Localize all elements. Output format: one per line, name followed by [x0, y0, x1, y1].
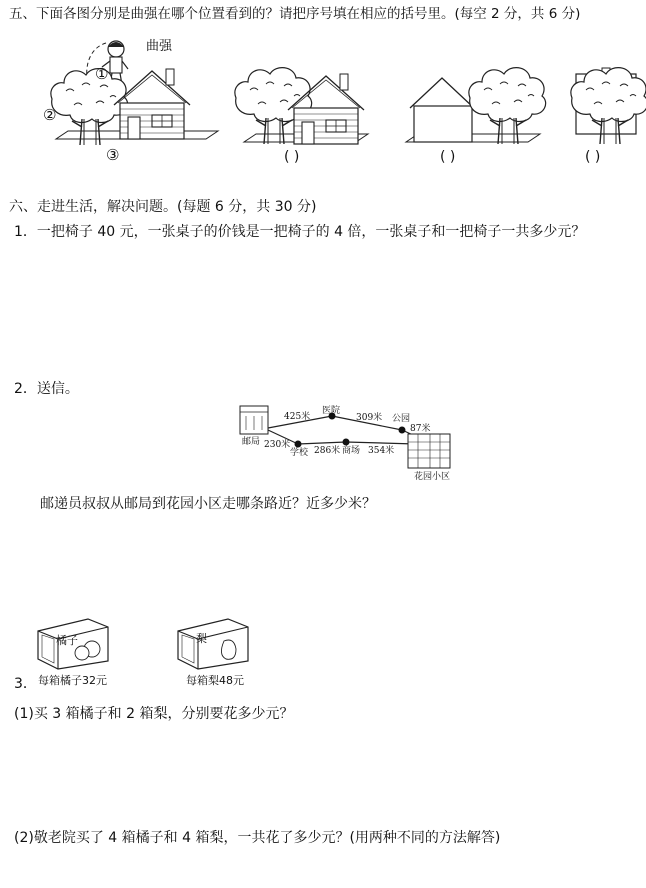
name-label: 曲强 [146, 39, 173, 54]
map-label-garden: 花园小区 [414, 472, 451, 482]
map-distance-post-school: 230米 [264, 440, 291, 450]
map-label-mall: 商场 [342, 446, 361, 456]
map-distance-hospital-park: 309米 [356, 413, 383, 423]
house-icon [114, 69, 190, 139]
scene-original [36, 35, 236, 165]
marker-3: ③ [106, 146, 120, 164]
answer-blank-1[interactable]: ( ) [284, 149, 300, 165]
map-label-hospital: 医院 [322, 406, 341, 416]
map-distance-school-mall: 286米 [314, 446, 341, 456]
map-distance-park-garden: 87米 [410, 424, 431, 434]
answer-blank-2[interactable]: ( ) [440, 149, 456, 165]
answer-blank-3[interactable]: ( ) [585, 149, 601, 165]
building-icon [240, 406, 268, 434]
question-1: 1．一把椅子 40 元，一张桌子的价钱是一把椅子的 4 倍，一张桌子和一把椅子一共多少元？ [14, 224, 586, 240]
tree-icon [469, 68, 546, 144]
box-1-caption: 每箱橘子32元 [38, 674, 107, 687]
building-icon [408, 434, 450, 468]
box-2-caption: 每箱梨48元 [186, 674, 244, 687]
marker-1: ① [95, 65, 109, 83]
section6-heading: 六、走进生活，解决问题。(每题 6 分，共 30 分) [9, 199, 317, 215]
house-back-icon [410, 78, 474, 142]
scene-view-a [236, 60, 376, 170]
question-2-text: 邮递员叔叔从邮局到花园小区走哪条路近？近多少米？ [40, 496, 376, 512]
scene-view-c [572, 60, 646, 170]
fruit-box-icon [178, 619, 248, 669]
question-3-part-1: (1)买 3 箱橘子和 2 箱梨，分别要花多少元？ [14, 706, 294, 722]
scene-view-b [398, 60, 548, 170]
section5-heading: 五、下面各图分别是曲强在哪个位置看到的？请把序号填在相应的括号里。(每空 2 分，共 6 分) [9, 6, 581, 22]
map-distance-mall-garden: 354米 [368, 446, 395, 456]
map-label-park: 公园 [392, 414, 411, 424]
map-label-school: 学校 [290, 448, 309, 458]
box-2-label: 梨 [196, 632, 207, 645]
question-2-number: 2．送信。 [14, 381, 79, 397]
box-1-label: 橘子 [56, 634, 78, 647]
marker-2: ② [43, 106, 57, 124]
map-distance-post-hospital: 425米 [284, 412, 311, 422]
fruit-box-2 [174, 615, 254, 671]
question-3-number: 3． [14, 676, 37, 692]
map-label-post-office: 邮局 [242, 437, 261, 447]
question-3-part-2: (2)敬老院买了 4 箱橘子和 4 箱梨，一共花了多少元？(用两种不同的方法解答) [14, 830, 501, 846]
